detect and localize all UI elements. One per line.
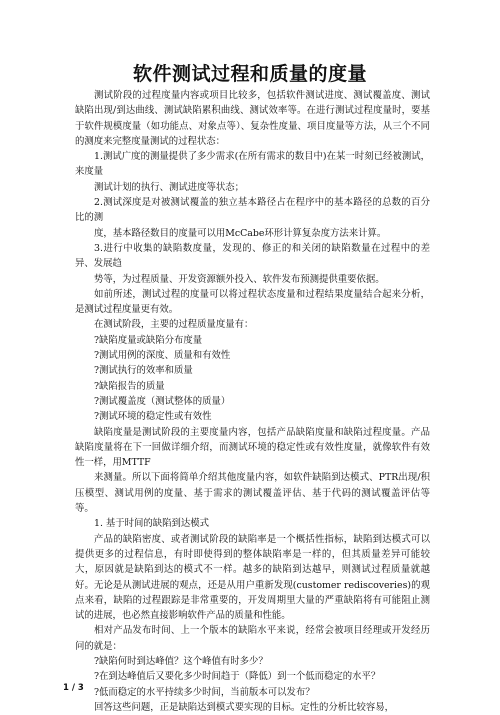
paragraph: 在测试阶段，主要的过程质量度量有：: [94, 319, 254, 331]
paragraph: 回答这些问题，正是缺陷达到模式要实现的目标。定性的分析比较容易，: [94, 701, 395, 713]
paragraph: ?缺陷报告的质量: [94, 380, 165, 392]
paragraph: ?缺陷度量或缺陷分布度量: [94, 334, 203, 346]
paragraph: 测试计划的执行、测试进度等状态；: [94, 181, 245, 193]
paragraph: 来测量。所以下面将简单介绍其他度量内容，如软件缺陷到达模式、PTR出现/积压模型、测试用例的度量、基于需求的测试覆盖评估、基于代码的测试覆盖评估等等。: [75, 472, 430, 515]
paragraph: 如前所述，测试过程的度量可以将过程状态度量和过程结果度量结合起来分析，是测试过程度量更有效。: [75, 288, 430, 316]
paragraph: 1.测试广度的测量提供了多少需求(在所有需求的数目中)在某一时刻已经被测试，来度量: [75, 151, 430, 178]
paragraph: 测试阶段的过程度量内容或项目比较多，包括软件测试进度、测试覆盖度、测试缺陷出现/到达曲线、测试缺陷累积曲线、测试效率等。在进行测试过程度量时，要基于软件规模度量（如功能点、对象点等）、复杂性度量、项目度量等方法，从三个不同的测度来完整度量测试的过程状态：: [75, 90, 430, 147]
paragraph: ?测试执行的效率和质量: [94, 365, 193, 377]
paragraph: ?测试环境的稳定性或有效性: [94, 411, 212, 423]
paragraph: ?测试用例的深度、质量和有效性: [94, 350, 231, 362]
document-title: 软件测试过程和质量的度量: [132, 63, 367, 85]
paragraph: 度，基本路径数目的度量可以用McCabe环形计算复杂度方法来计算。: [94, 227, 387, 239]
paragraph: ?测试覆盖度（测试整体的质量）: [94, 395, 231, 407]
document-body: [75, 88, 430, 715]
paragraph: 1. 基于时间的缺陷到达模式: [94, 518, 210, 530]
paragraph: 3.进行中收集的缺陷数度量，发现的、修正的和关闭的缺陷数量在过程中的差异、发展趋: [75, 242, 430, 270]
paragraph: 2.测试深度是对被测试覆盖的独立基本路径占在程序中的基本路径的总数的百分比的测: [75, 197, 430, 224]
paragraph: ?低而稳定的水平持续多少时间，当前版本可以发布？: [94, 686, 315, 698]
page-number: 1 / 3: [63, 683, 84, 693]
paragraph: 势等，为过程质量、开发资源额外投入、软件发布预测提供重要依据。: [94, 273, 385, 285]
paragraph: ?在到达峰值后又要化多少时间趋于（降低）到一个低而稳定的水平？: [94, 671, 381, 683]
paragraph: 相对产品发布时间、上一个版本的缺陷水平来说，经常会被项目经理或开发经历问的就是：: [75, 625, 430, 652]
paragraph: 缺陷度量是测试阶段的主要度量内容，包括产品缺陷度量和缺陷过程度量。产品缺陷度量将在下一回做详细介绍，而测试环境的稳定性或有效性度量，就像软件有效性一样，用MTTF: [75, 426, 430, 469]
paragraph: ?缺陷何时到达峰值？这个峰值有时多少？: [94, 655, 268, 667]
paragraph: 产品的缺陷密度、或者测试阶段的缺陷率是一个概括性指标，缺陷到达模式可以提供更多的过程信息，有时即使得到的整体缺陷率是一样的，但其质量差异可能较大，原因就是缺陷到达的模式不一样。越多的缺陷到达越早，则测试过程质量就越好。无论是从测试进展的观点，还是从用户重新发现(customer rediscoveries)的观点来看，缺陷的过程跟踪是非常重要的，开发周期里大量的严重缺陷将有可能阻止测试的进展，也必然直接影响软件产品的质量和性能。: [75, 533, 430, 622]
